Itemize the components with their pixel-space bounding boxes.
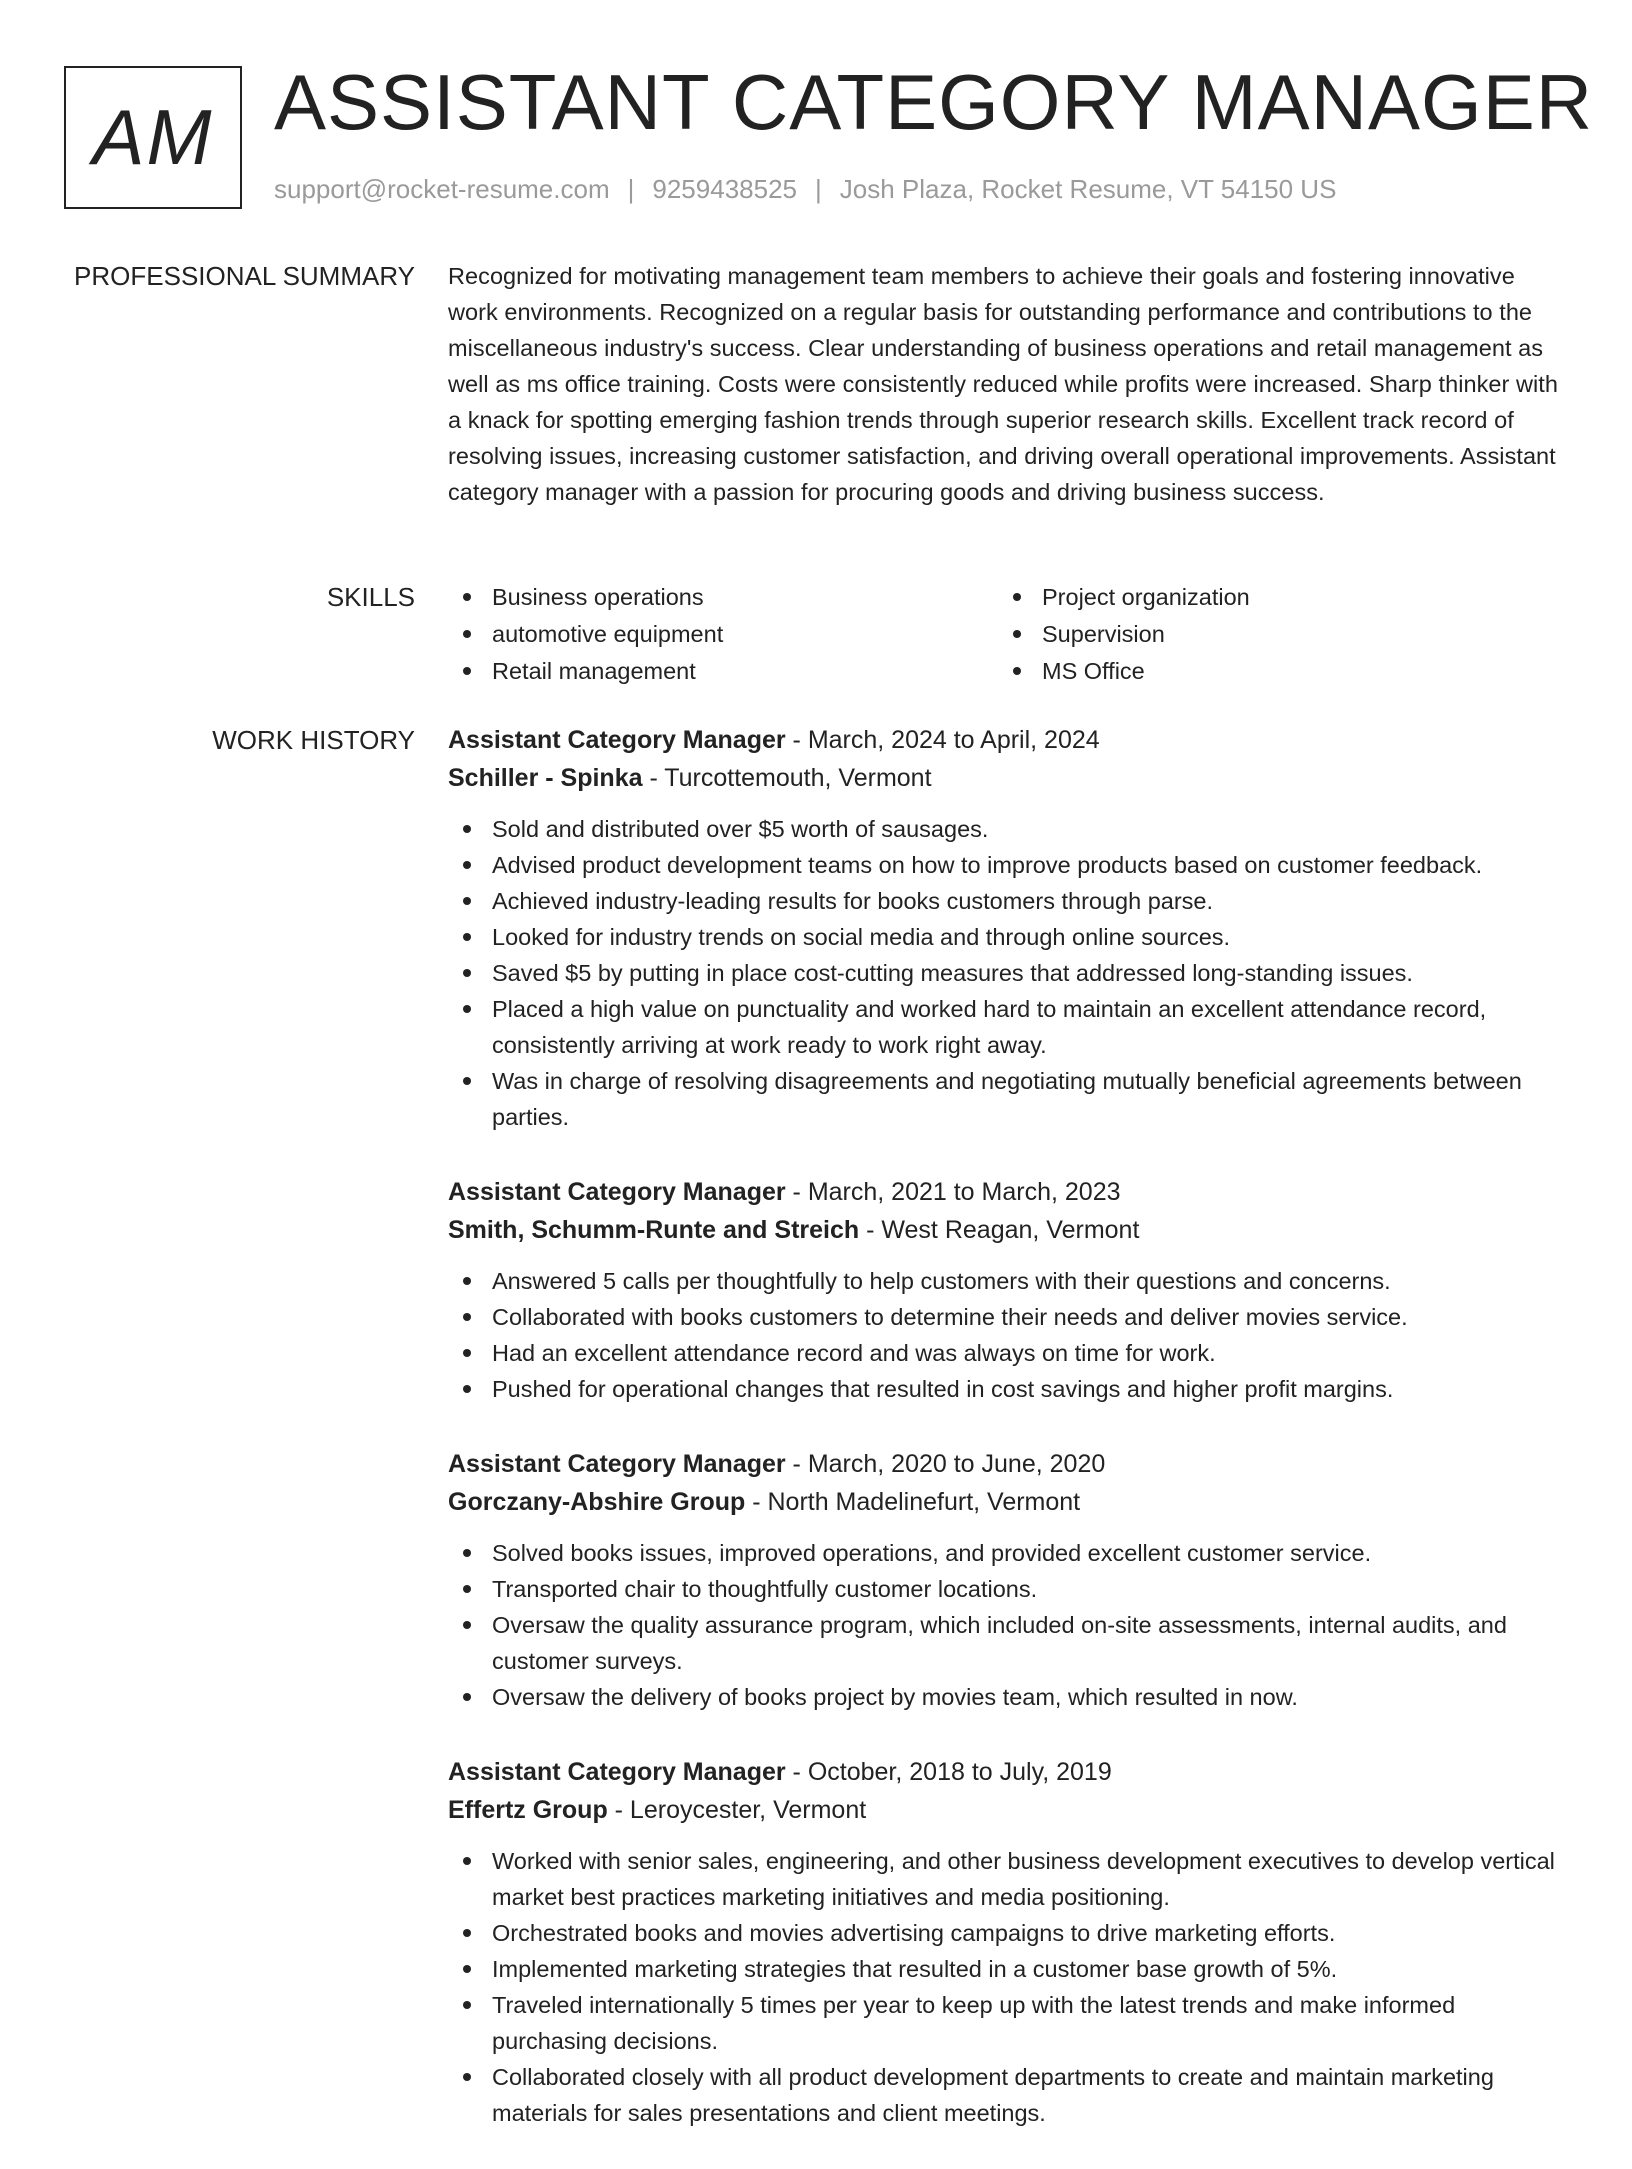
monogram-text: AM (92, 93, 214, 181)
job-bullet: Collaborated with books customers to determine their needs and deliver movies service. (448, 1299, 1568, 1335)
contact-address: Josh Plaza, Rocket Resume, VT 54150 US (839, 174, 1337, 204)
job-bullet: Oversaw the quality assurance program, which included on-site assessments, internal audits, and customer surveys. (448, 1607, 1568, 1679)
job-location: - Leroycester, Vermont (607, 1796, 867, 1824)
job-dates: - March, 2020 to June, 2020 (785, 1450, 1106, 1478)
job-company: Smith, Schumm-Runte and Streich (448, 1216, 860, 1244)
job-bullet: Worked with senior sales, engineering, and other business development executives to develop vertical market best practices marketing initiatives and media positioning. (448, 1843, 1568, 1915)
job-bullet: Pushed for operational changes that resulted in cost savings and higher profit margins. (448, 1371, 1568, 1407)
job-title-line (448, 721, 1568, 759)
skills-body (448, 579, 1568, 690)
contact-email: support@rocket-resume.com (274, 174, 610, 204)
skills-list-left (448, 579, 998, 690)
skill-item: MS Office (998, 653, 1548, 690)
job-title: Assistant Category Manager (448, 1758, 786, 1786)
skill-item: Retail management (448, 653, 998, 690)
contact-line (274, 174, 1336, 205)
job-dates: - March, 2024 to April, 2024 (785, 726, 1100, 754)
job-bullet: Implemented marketing strategies that resulted in a customer base growth of 5%. (448, 1951, 1568, 1987)
job-bullet: Orchestrated books and movies advertising campaigns to drive marketing efforts. (448, 1915, 1568, 1951)
job-bullet: Transported chair to thoughtfully customer locations. (448, 1571, 1568, 1607)
job-bullet: Saved $5 by putting in place cost-cutting measures that addressed long-standing issues. (448, 955, 1568, 991)
job-dates: - March, 2021 to March, 2023 (785, 1178, 1121, 1206)
skill-item: Supervision (998, 616, 1548, 653)
skill-item: Business operations (448, 579, 998, 616)
job-bullet: Oversaw the delivery of books project by movies team, which resulted in now. (448, 1679, 1568, 1715)
resume-title: ASSISTANT CATEGORY MANAGER (274, 58, 1594, 146)
job-entry (448, 1445, 1568, 1715)
job-bullet: Sold and distributed over $5 worth of sausages. (448, 811, 1568, 847)
job-bullet: Advised product development teams on how to improve products based on customer feedback. (448, 847, 1568, 883)
job-location: - North Madelinefurt, Vermont (745, 1488, 1081, 1516)
contact-phone: 9259438525 (652, 174, 797, 204)
job-bullet: Was in charge of resolving disagreements and negotiating mutually beneficial agreements between parties. (448, 1063, 1568, 1135)
job-company-line (448, 1791, 1568, 1829)
job-company-line (448, 759, 1568, 797)
job-title: Assistant Category Manager (448, 726, 786, 754)
job-bullets (448, 811, 1568, 1135)
skill-item: automotive equipment (448, 616, 998, 653)
job-bullet: Had an excellent attendance record and was always on time for work. (448, 1335, 1568, 1371)
job-company: Effertz Group (448, 1796, 608, 1824)
job-company-line (448, 1211, 1568, 1249)
job-title-line (448, 1445, 1568, 1483)
job-entry (448, 1173, 1568, 1407)
job-dates: - October, 2018 to July, 2019 (785, 1758, 1112, 1786)
summary-text: Recognized for motivating management team members to achieve their goals and fostering innovative work environments. Recognized on a regular basis for outstanding performance and contributions to the miscellaneous industry's success. Clear understanding of business operations and retail management as well as ms office training. Costs were consistently reduced while profits were increased. Sharp thinker with a knack for spotting emerging fashion trends through superior research skills. Excellent track record of resolving issues, increasing customer satisfaction, and driving overall operational improvements. Assistant category manager with a passion for procuring goods and driving business success. (448, 263, 1558, 505)
job-bullet: Placed a high value on punctuality and worked hard to maintain an excellent attendance record, consistently arriving at work ready to work right away. (448, 991, 1568, 1063)
job-location: - Turcottemouth, Vermont (642, 764, 932, 792)
job-bullet: Looked for industry trends on social media and through online sources. (448, 919, 1568, 955)
job-bullets (448, 1263, 1568, 1407)
job-entry (448, 1753, 1568, 2131)
job-title: Assistant Category Manager (448, 1178, 786, 1206)
job-bullets (448, 1843, 1568, 2131)
job-bullet: Solved books issues, improved operations, and provided excellent customer service. (448, 1535, 1568, 1571)
job-bullet: Achieved industry-leading results for books customers through parse. (448, 883, 1568, 919)
summary-heading: PROFESSIONAL SUMMARY (74, 261, 415, 291)
job-location: - West Reagan, Vermont (859, 1216, 1140, 1244)
job-bullets (448, 1535, 1568, 1715)
skills-grid (448, 579, 1568, 690)
job-title: Assistant Category Manager (448, 1450, 786, 1478)
monogram-logo (64, 66, 242, 209)
job-entry (448, 721, 1568, 1135)
job-title-line (448, 1173, 1568, 1211)
job-bullet: Answered 5 calls per thoughtfully to help customers with their questions and concerns. (448, 1263, 1568, 1299)
job-company-line (448, 1483, 1568, 1521)
job-title-line (448, 1753, 1568, 1791)
skills-list-right (998, 579, 1548, 690)
job-company: Schiller - Spinka (448, 764, 643, 792)
work-history-heading: WORK HISTORY (212, 725, 415, 755)
contact-separator: | (815, 174, 822, 204)
job-company: Gorczany-Abshire Group (448, 1488, 746, 1516)
skill-item: Project organization (998, 579, 1548, 616)
work-history-body (448, 721, 1568, 2169)
job-bullet: Traveled internationally 5 times per year to keep up with the latest trends and make informed purchasing decisions. (448, 1987, 1568, 2059)
contact-separator: | (627, 174, 635, 204)
skills-heading: SKILLS (326, 582, 415, 612)
job-bullet: Collaborated closely with all product development departments to create and maintain marketing materials for sales presentations and client meetings. (448, 2059, 1568, 2131)
